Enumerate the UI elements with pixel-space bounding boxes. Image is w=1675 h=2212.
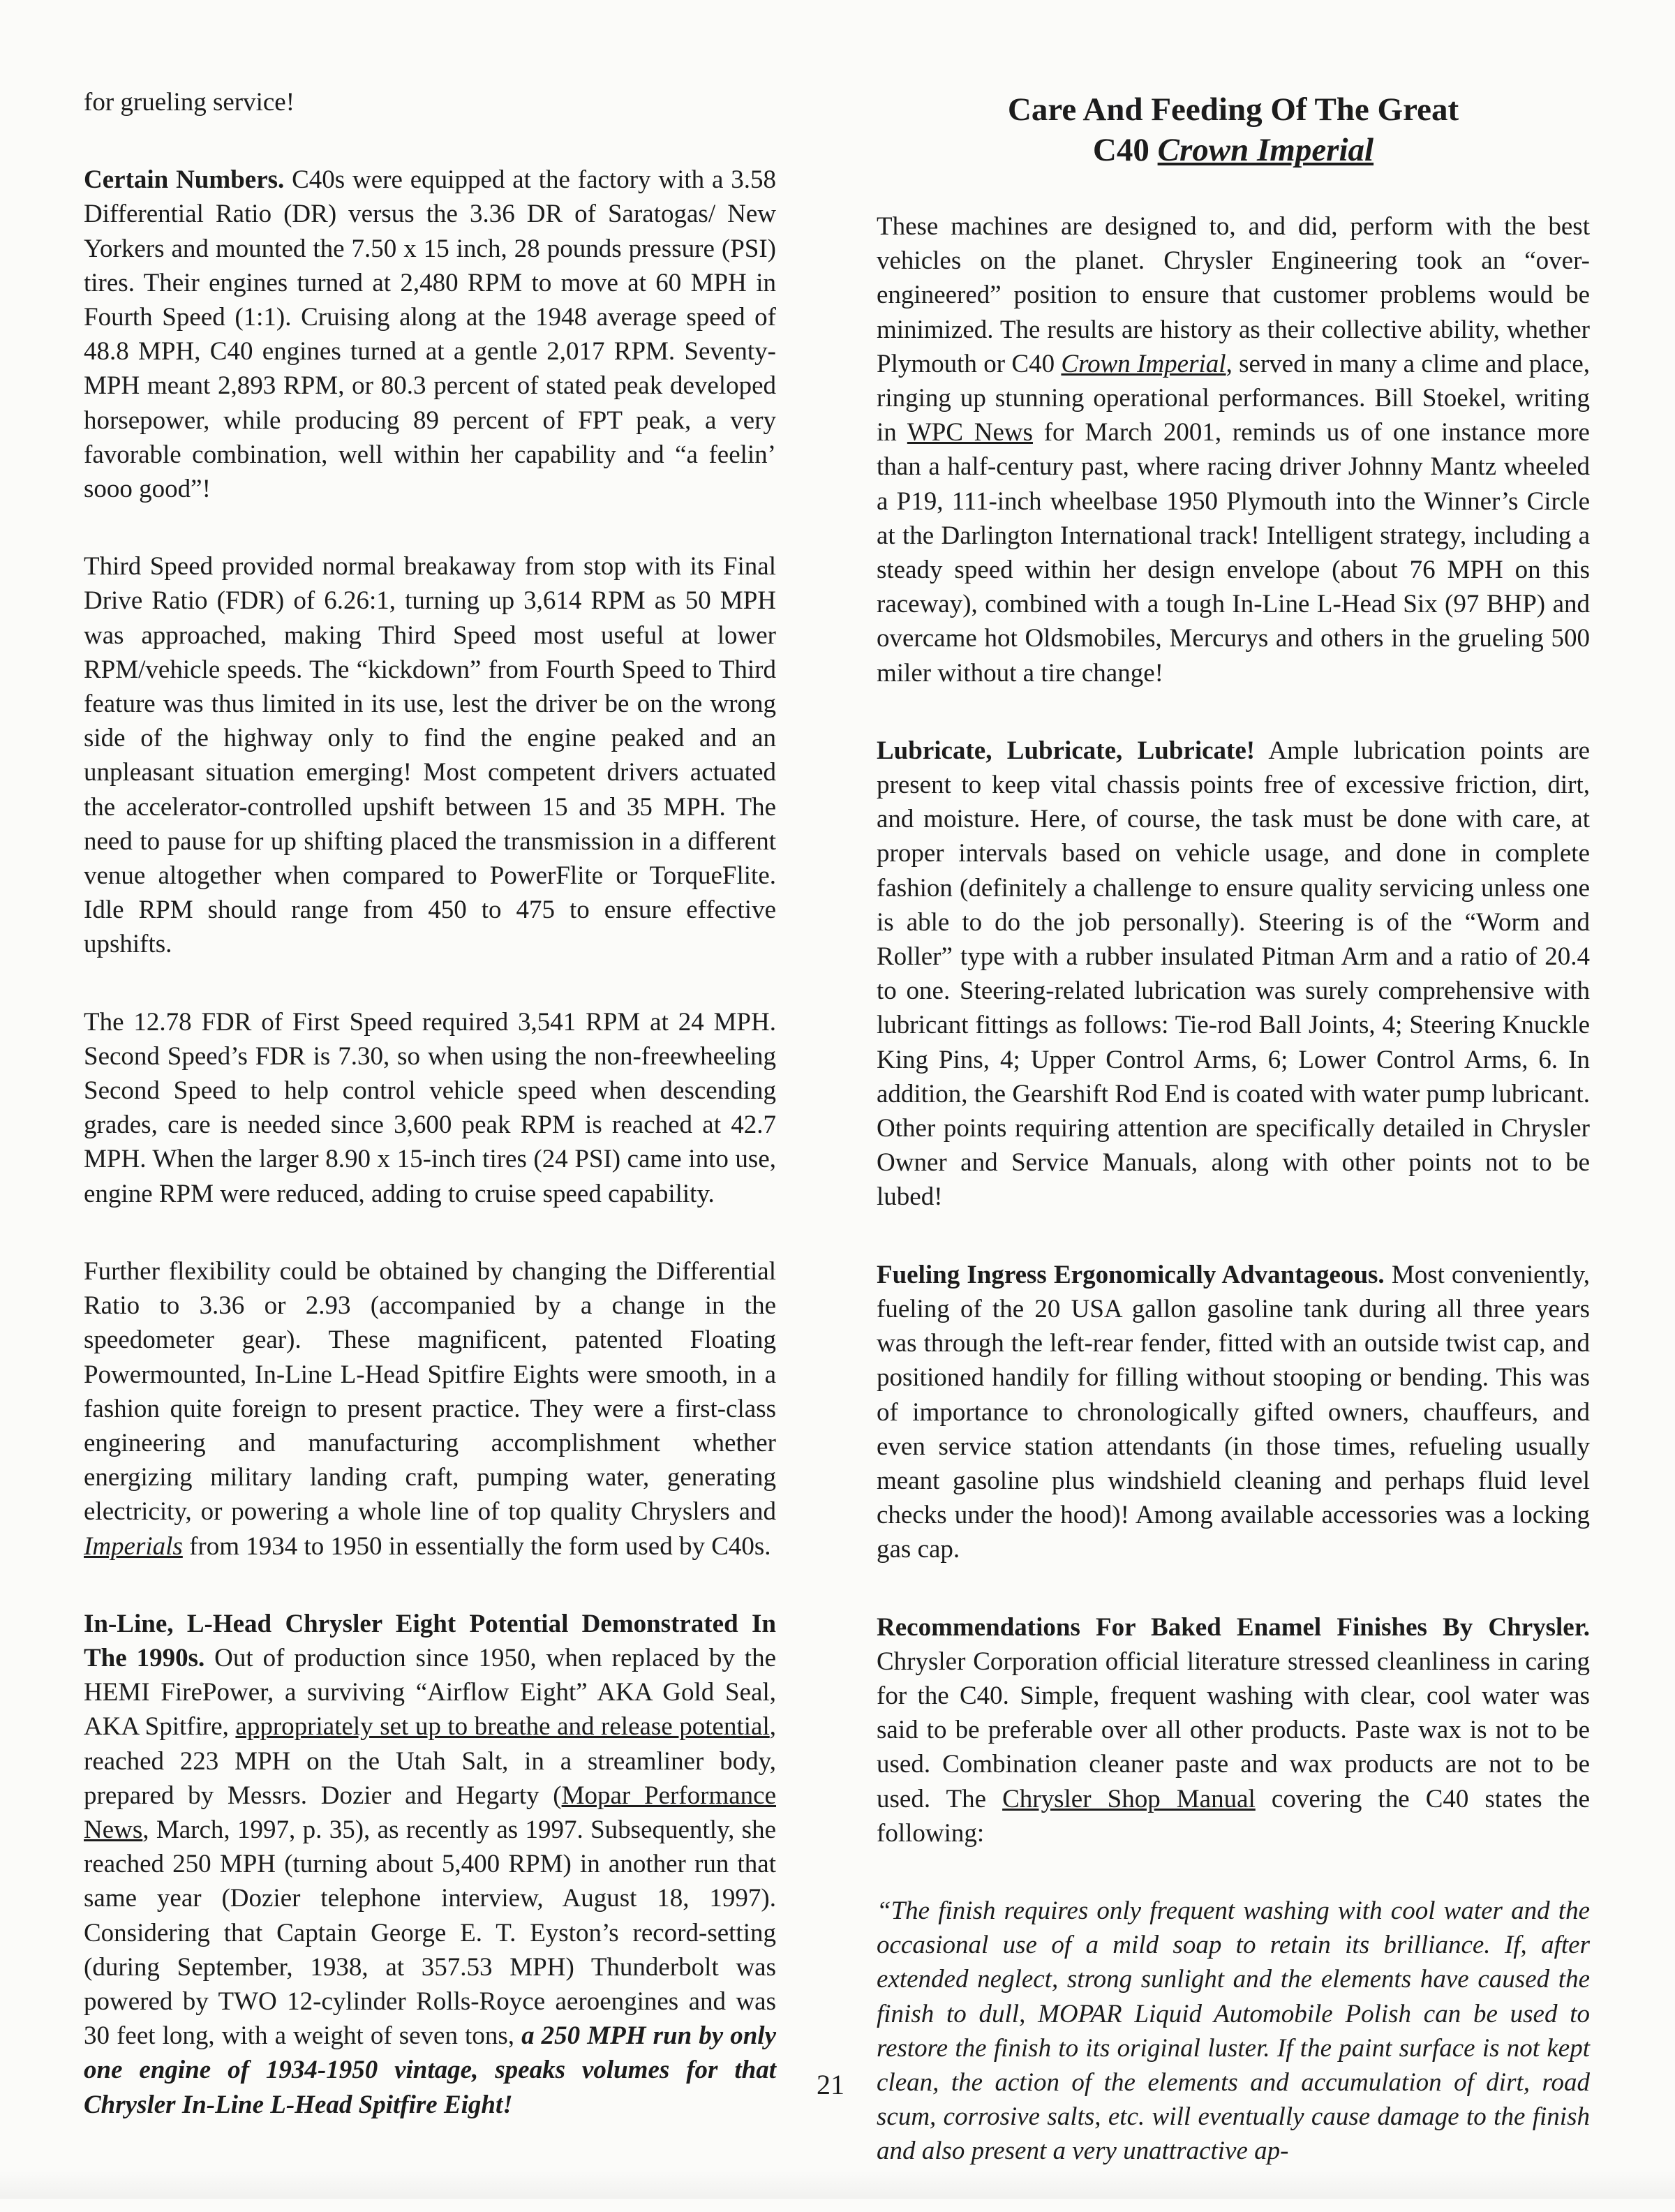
block-quote (877, 1894, 1590, 2169)
crown-imperial-reference: Crown Imperial (1061, 349, 1226, 378)
paragraph-text: from 1934 to 1950 in essentially the form used by C40s. (182, 1531, 771, 1561)
imperials-reference: Imperials (84, 1531, 183, 1561)
section-heading: In-Line, L-Head Chrysler Eight Potential Demonstrated In The 1990s. (84, 1609, 776, 1672)
section-heading: Lubricate, Lubricate, Lubricate! (877, 736, 1256, 765)
paragraph-text: These machines are designed to, and did, perform with the best vehicles on the planet. Chrysler Engineering took an “over-engineered” position to ensure that customer problems would be minimized. The results are history as their collective ability, whether Plymouth or C40 (877, 212, 1590, 378)
paragraph-text: Third Speed provided normal breakaway from stop with its Final Drive Ratio (FDR) of 6.26:1, turning up 3,614 RPM as 50 MPH was approached, making Third Speed most useful at lower RPM/vehicle speeds. The “kickdown” from Fourth Speed to Third feature was thus limited in its use, lest the driver be on the wrong side of the highway only to find the engine peaked and an unpleasant situation emerging! Most competent drivers actuated the accelerator-controlled upshift between 15 and 35 MPH. The need to pause for up shifting placed the transmission in a different venue altogether when compared to PowerFlite or TorqueFlite. Idle RPM should range from 450 to 475 to ensure effective upshifts. (84, 552, 776, 959)
page-number: 21 (817, 2069, 844, 2100)
paragraph-text: The 12.78 FDR of First Speed required 3,541 RPM at 24 MPH. Second Speed’s FDR is 7.30, so when using the non-freewheeling Second Speed to help control vehicle speed when descending grades, care is needed since 3,600 peak RPM is reached at 42.7 MPH. When the larger 8.90 x 15-inch tires (24 PSI) came into use, engine RPM were reduced, adding to cruise speed capability. (84, 1007, 776, 1208)
citation-wpc-news: WPC News (907, 418, 1033, 447)
right-column (877, 209, 1590, 2212)
citation-chrysler-shop-manual: Chrysler Shop Manual (1002, 1784, 1256, 1813)
title-line-1: Care And Feeding Of The Great (1007, 91, 1459, 128)
title-line-2 (877, 130, 1590, 170)
citation-mopar-performance-news: Mopar Performance News (84, 1781, 776, 1844)
paragraph-text: , March, 1997, p. 35), as recently as 1997. Subsequently, she reached 250 MPH (turning about 5,400 RPM) in another run that same year (Dozier telephone interview, August 18, 1997). Considering that Captain George E. T. Eyston’s record-setting (during September, 1938, at 357.53 MPH) Thunderbolt was powered by TWO 12-cylinder Rolls-Royce aeroengines and was 30 feet long, with a weight of seven tons, (84, 1815, 776, 2051)
paragraph-fueling (877, 1258, 1590, 1567)
paragraph-text: for March 2001, reminds us of one instance more than a half-century past, where racing driver Johnny Mantz wheeled a P19, 111-inch wheelbase 1950 Plymouth into the Winner’s Circle at the Darlington International track! Intelligent strategy, including a steady speed within her design envelope (about 76 MPH on this raceway), combined with a tough In-Line L-Head Six (97 BHP) and overcame hot Oldsmobiles, Mercurys and others in the grueling 500 miler without a tire change! (877, 418, 1590, 688)
paragraph-third-speed (84, 549, 776, 961)
paragraph-certain-numbers (84, 163, 776, 506)
paragraph-text: , served in many a clime and place, ringing up stunning operational performances. Bill Stoekel, writing in (877, 349, 1591, 447)
emphasis-text: a 250 MPH run by only one engine of 1934-1950 vintage, speaks volumes for that Chrysler In-Line L-Head Spitfire Eight! (84, 2021, 776, 2119)
section-heading: Recommendations For Baked Enamel Finishes By Chrysler. (877, 1612, 1590, 1642)
paragraph-first-speed (84, 1005, 776, 1211)
section-heading: Fueling Ingress Ergonomically Advantageous. (877, 1260, 1385, 1289)
title-prefix: C40 (1092, 132, 1158, 168)
paragraph-intro (877, 209, 1590, 690)
paragraph-potential-demonstrated (84, 1607, 776, 2122)
paragraph-text: Most conveniently, fueling of the 20 USA gallon gasoline tank during all three years was through the left-rear fender, fitted with an outside twist cap, and positioned handily for filling without stooping or bending. This was of importance to chronologically gifted owners, chauffeurs, and even service station attendants (in those times, refueling usually meant gasoline plus windshield cleaning and perhaps fluid level checks under the hood)! Among available accessories was a locking gas cap. (877, 1260, 1590, 1564)
paragraph-baked-enamel (877, 1610, 1590, 1850)
paragraph-text: , reached 223 MPH on the Utah Salt, in a streamliner body, prepared by Messrs. Dozier and Hegarty ( (84, 1712, 776, 1810)
quote-text: “The finish requires only frequent washing with cool water and the occasional use of a mild soap to retain its brilliance. If, after extended neglect, strong sunlight and the elements have caused the finish to dull, MOPAR Liquid Automobile Polish can be used to restore the finish to its original luster. If the paint surface is not kept clean, the action of the elements and accumulation of dirt, road scum, corrosive salts, etc. will eventually cause damage to the finish and also present a very unattractive ap- (877, 1896, 1590, 2166)
scan-shadow (0, 2171, 1675, 2199)
underlined-phrase: appropriately set up to breathe and release potential (235, 1712, 770, 1742)
paragraph-text: Out of production since 1950, when replaced by the HEMI FirePower, a surviving “Airflow Eight” AKA Gold Seal, AKA Spitfire, (84, 1643, 776, 1742)
left-column (84, 85, 776, 2165)
paragraph-continuation (84, 85, 776, 119)
paragraph-lubricate (877, 734, 1590, 1215)
section-heading: Certain Numbers. (84, 165, 285, 195)
paragraph-text: C40s were equipped at the factory with a 3.58 Differential Ratio (DR) versus the 3.36 DR of Saratogas/ New Yorkers and mounted the 7.50 x 15 inch, 28 pounds pressure (PSI) tires. Their engines turned at 2,480 RPM to move at 60 MPH in Fourth Speed (1:1). Cruising along at the 1948 average speed of 48.8 MPH, C40 engines turned at a gentle 2,017 RPM. Seventy-MPH meant 2,893 RPM, or 80.3 percent of stated peak developed horsepower, while producing 89 percent of FPT peak, a very favorable combination, well within her capability and “a feelin’ sooo good”! (84, 165, 777, 504)
paragraph-flexibility (84, 1254, 776, 1564)
paragraph-text: Chrysler Corporation official literature stressed cleanliness in caring for the C40. Simple, frequent washing with clear, cool water was said to be preferable over all other products. Paste wax is not to be used. Combination cleaner paste and wax products are not to be used. The (877, 1647, 1590, 1813)
article-title (877, 89, 1590, 170)
title-model-name: Crown Imperial (1157, 132, 1374, 168)
paragraph-text: for grueling service! (84, 88, 295, 117)
paragraph-text: covering the C40 states the following: (877, 1784, 1590, 1848)
paragraph-text: Further flexibility could be obtained by changing the Differential Ratio to 3.36 or 2.93 (accompanied by a change in the speedometer gear). These magnificent, patented Floating Powermounted, In-Line L-Head Spitfire Eights were smooth, in a fashion quite foreign to present practice. They were a first-class engineering and manufacturing accomplishment whether energizing military landing craft, pumping water, generating electricity, or powering a whole line of top quality Chryslers and (84, 1256, 776, 1527)
paragraph-text: Ample lubrication points are present to keep vital chassis points free of excessive friction, dirt, and moisture. Here, of course, the task must be done with care, at proper intervals based on vehicle usage, and done in complete fashion (definitely a challenge to ensure quality servicing unless one is able to do the job personally). Steering is of the “Worm and Roller” type with a rubber insulated Pitman Arm and a ratio of 20.4 to one. Steering-related lubrication was surely comprehensive with lubricant fittings as follows: Tie-rod Ball Joints, 4; Steering Knuckle King Pins, 4; Upper Control Arms, 6; Lower Control Arms, 6. In addition, the Gearshift Rod End is coated with water pump lubricant. Other points requiring attention are specifically detailed in Chrysler Owner and Service Manuals, along with other points not to be lubed! (877, 736, 1590, 1212)
